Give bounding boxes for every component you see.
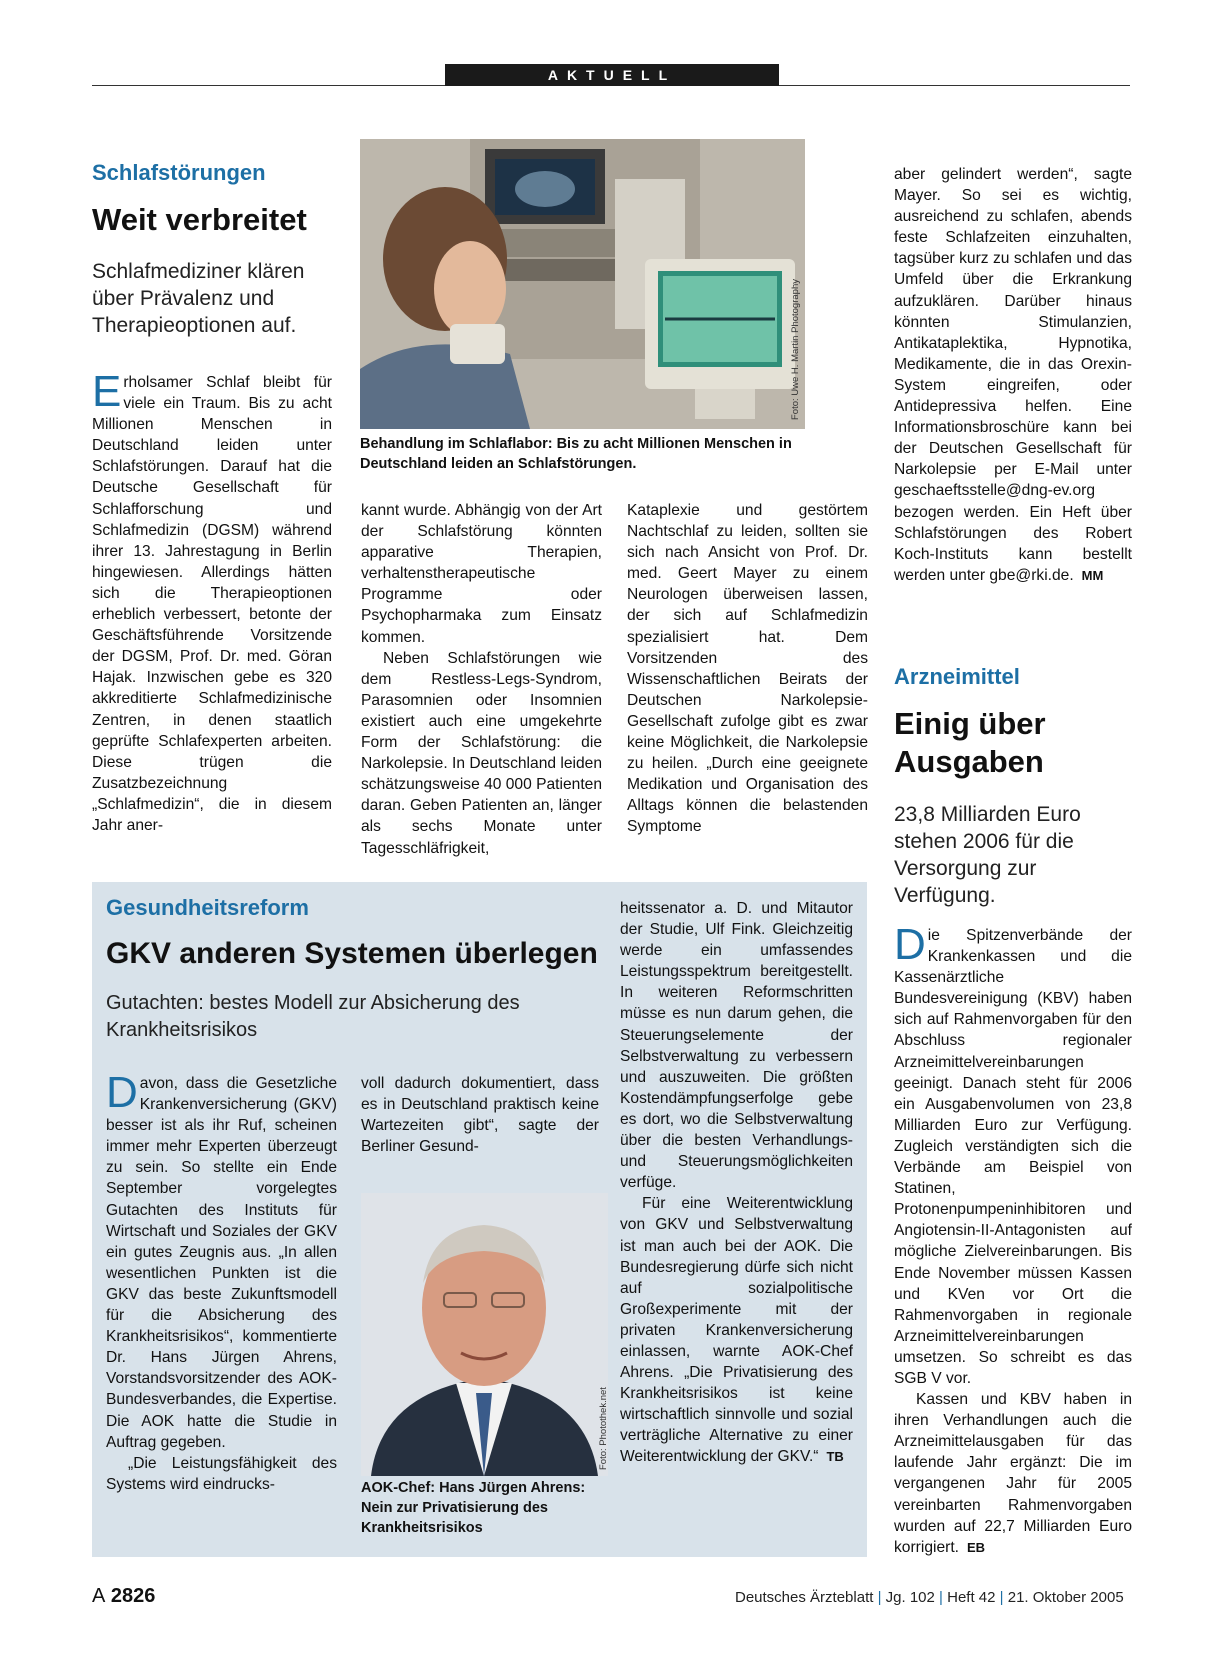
article1-kicker: Schlafstörungen [92,160,266,185]
journal-info: Deutsches Ärzteblatt | Jg. 102 | Heft 42 | 21. Oktober 2005 [735,1589,1124,1606]
article2-body: Die Spitzenverbände der Krankenkassen und die Kassenärztliche Bundesvereinigung (KBV) haben sich auf Rahmenvorgaben für den Abschluss regionaler Arzneimittelvereinbarungen geeinigt. Danach steht für 2006 ein Ausgabenvolumen von 23,8 Milliarden Euro zur Verfügung. Zugleich verständigten sich die Verbände am Beispiel von Statinen, Protonenpumpeninhibitoren und Angiotensin-II-Antagonisten auf mögliche Zielvereinbarungen. Bis Ende November müssen Kassen und KVen vor Ort die Rahmenvorgaben in regionale Arzneimittelvereinbarungen umsetzen. So schreibt es das SGB V vor. Kassen und KBV haben in ihren Verhandlungen auch die Arzneimittelausgaben für das laufende Jahr ergänzt: Die im vergangenen Jahr für 2005 vereinbarten Rahmenvorgaben wurden auf 22,7 Milliarden Euro korrigiert. EB [894,920,1132,1556]
section-label: AKTUELL [445,64,779,86]
article2-headline: Einig über Ausgaben [894,706,1046,779]
article3-kicker: Gesundheitsreform [106,895,309,920]
article1-column-4: aber gelindert werden“, sagte Mayer. So sei es wichtig, ausreichend zu schlafen, abends feste Schlafzeiten einzuhalten, tagsüber kurz zu schlafen und das Umfeld über die Erkrankung aufzuklären. Darüber hinaus könnten Stimulanzien, Antikataplektika, Hypnotika, Medikamente, die in das Orexin-System eingreifen, oder Antidepressiva helfen. Eine Informationsbroschüre kann bei der Deutschen Gesellschaft für Narkolepsie per E-Mail unter geschaeftsstelle@dng-ev.org bezogen werden. Ein Heft über Schlafstörungen des Robert Koch-Instituts kann bestellt werden unter gbe@rki.de. MM [894,166,1132,584]
article3-column-1: Davon, dass die Gesetzliche Krankenversicherung (GKV) besser ist als ihr Ruf, scheinen immer mehr Experten überzeugt zu sein. So stellte ein Ende September vorgelegtes Gutachten des Instituts für Wirtschaft und Soziales der GKV ein gutes Zeugnis aus. „In allen wesentlichen Punkten ist die GKV das beste Zukunftsmodell für die Absicherung des Krankheitsrisikos“, kommentierte Dr. Hans Jürgen Ahrens, Vorstandsvorsitzender des AOK-Bundesverbandes, die Expertise. Die AOK hatte die Studie in Auftrag gegeben. „Die Leistungsfähigkeit des Systems wird eindrucks- [106,1068,337,1493]
portrait-caption: AOK-Chef: Hans Jürgen Ahrens: Nein zur Privatisierung des Krankheitsrisikos [361,1480,586,1536]
sleep-lab-photo [360,139,805,429]
article3-column-2: voll dadurch dokumentiert, dass es in Deutschland praktisch keine Wartezeiten gibt“, sagte der Berliner Gesund- [361,1075,599,1156]
journal-date: 21. Oktober 2005 [1007,1589,1124,1606]
author-initials: EB [967,1539,986,1555]
article3-deck: Gutachten: bestes Modell zur Absicherung des Krankheitsrisikos [106,992,520,1041]
photo-credit: Foto: Uwe H. Martin Photography [790,279,801,420]
article3-headline: GKV anderen Systemen überlegen [106,937,598,970]
article3-column-3: heitssenator a. D. und Mitautor der Studie, Ulf Fink. Gleichzeitig werde ein umfassendes Leistungsspektrum bereitgestellt. In weiteren Reformschritten müsse es nun darum gehen, die Steuerungselemente der Selbstverwaltung zu verbessern und auszuweiten. Die größten Kostendämpfungserfolge gebe es dort, wo die Selbstverwaltung über die besten Verhandlungs- und Steuerungsmöglichkeiten verfüge. Für eine Weiterentwicklung von GKV und Selbstverwaltung ist man auch bei der AOK. Die Bundesregierung dürfe sich nicht auf sozialpolitische Großexperimente mit der privaten Krankenversicherung einlassen, warnte AOK-Chef Ahrens. „Die Privatisierung des Krankheitsrisikos ist keine wirtschaftlich sinnvolle und sozial verträgliche Alternative zu einer Weiterentwicklung der GKV.“ TB [620,900,853,1466]
article2-kicker: Arzneimittel [894,664,1020,689]
photo-caption: Behandlung im Schlaflabor: Bis zu acht Millionen Menschen in Deutschland leiden an Schlafstörungen. [360,436,792,472]
journal-volume: Jg. 102 [885,1589,935,1606]
portrait-illustration [361,1193,608,1476]
dropcap: D [894,920,926,969]
page-prefix: A [92,1585,106,1607]
article1-column-3: Kataplexie und gestörtem Nachtschlaf zu leiden, sollten sie sich nach Ansicht von Prof. Dr. med. Geert Mayer zu einem Neurologen überweisen lassen, der sich auf Schlafmedizin spezialisiert hat. Dem Vorsitzenden des Wissenschaftlichen Beirats der Deutschen Narkolepsie-Gesellschaft zufolge gibt es zwar keine Möglichkeit, die Narkolepsie zu heilen. „Durch eine geeignete Medikation und Organisation des Alltags können die belastenden Symptome [627,502,868,836]
sleep-lab-illustration [360,139,805,429]
journal-issue: Heft 42 [947,1589,996,1606]
page-number-value: 2826 [110,1585,156,1607]
journal-name: Deutsches Ärzteblatt [735,1589,874,1606]
author-initials: MM [1081,567,1104,583]
dropcap: D [106,1068,138,1117]
author-initials: TB [826,1449,844,1465]
article2-deck: 23,8 Milliarden Euro stehen 2006 für die Versorgung zur Verfügung. [894,803,1081,907]
portrait-credit: Foto: Photothek.net [598,1387,609,1470]
article1-column-2: kannt wurde. Abhängig von der Art der Schlafstörung könnten apparative Therapien, verhaltenstherapeutische Programme oder Psychopharmaka zum Einsatz kommen. Neben Schlafstörungen wie dem Restless-Legs-Syndrom, Parasomnien oder Insomnien existiert auch eine umgekehrte Form der Schlafstörung: die Narkolepsie. In Deutschland leiden schätzungsweise 40 000 Patienten daran. Geben Patienten an, länger als sechs Monate unter Tagesschläfrigkeit, [361,502,603,857]
article1-column-1: Erholsamer Schlaf bleibt für viele ein Traum. Bis zu acht Millionen Menschen in Deutschland leiden unter Schlafstörungen. Darauf hat die Deutsche Gesellschaft für Schlafforschung und Schlafmedizin (DGSM) während ihrer 13. Jahrestagung in Berlin hingewiesen. Allerdings hätten sich die Therapieoptionen erheblich verbessert, betonte der Geschäftsführende Vorsitzende der DGSM, Prof. Dr. med. Göran Hajak. Inzwischen gebe es 320 akkreditierte Schlafmedizinische Zentren, in denen staatlich geprüfte Schlafexperten arbeiten. Diese trügen die Zusatzbezeichnung „Schlafmedizin“, die in diesem Jahr aner- [92,367,332,834]
portrait-photo [361,1193,608,1476]
page-number [92,1585,155,1608]
article1-deck: Schlafmediziner klären über Prävalenz und Therapieoptionen auf. [92,260,305,337]
dropcap: E [92,367,122,416]
article1-headline: Weit verbreitet [92,202,307,237]
